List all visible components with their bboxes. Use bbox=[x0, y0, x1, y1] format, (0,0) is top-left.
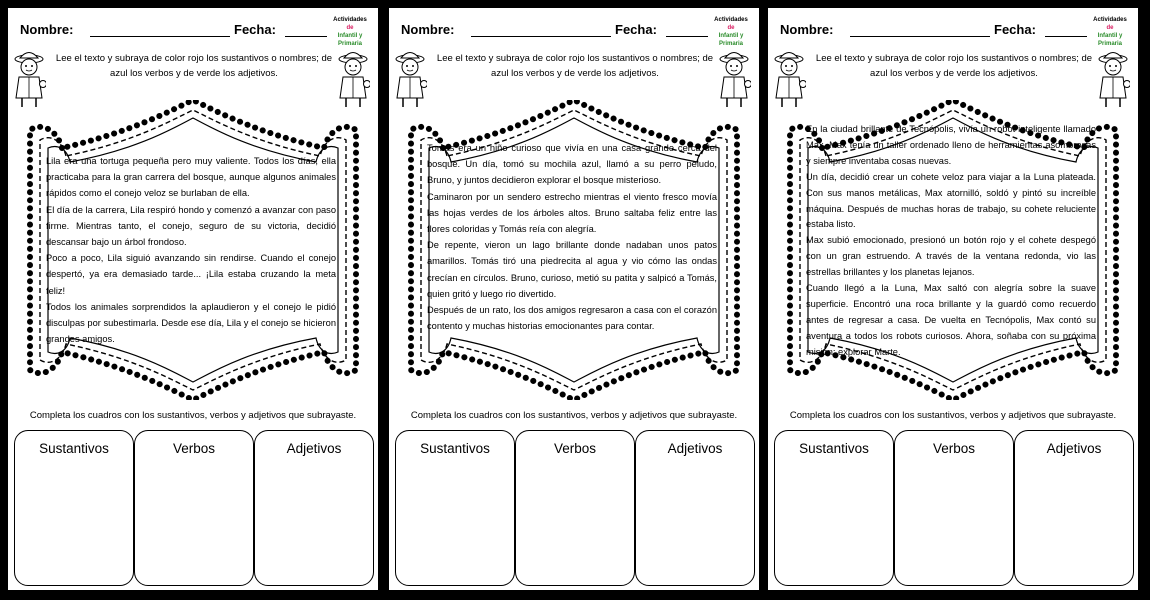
instructions: Lee el texto y subraya de color rojo los sustantivos o nombres; de azul los verbos y de verde los adjetivos. bbox=[55, 53, 333, 79]
story-text bbox=[806, 122, 1096, 361]
nombre-line[interactable] bbox=[850, 36, 990, 37]
adjetivos-box[interactable] bbox=[635, 430, 755, 586]
story-paragraph: Tomás era un niño curioso que vivía en una casa grande cerca del bosque. Un día, tomó su mochila azul, llamó a su perro peludo, Bruno, y juntos decidieron explorar el bosque misterioso. bbox=[427, 143, 717, 186]
adjetivos-title: Adjetivos bbox=[286, 441, 342, 456]
adjetivos-title: Adjetivos bbox=[667, 441, 723, 456]
verbos-title: Verbos bbox=[172, 441, 216, 456]
story-paragraph: En la ciudad brillante de Tecnópolis, vivía un robot inteligente llamado Max. Max tenía un taller ordenado lleno de herramientas asombrosas y siempre inventaba cosas nuevas. bbox=[806, 124, 1096, 166]
nombre-label: Nombre: bbox=[20, 22, 74, 37]
story-paragraph: Después de un rato, los dos amigos regresaron a casa con el corazón contento y muchas historias emocionantes para contar. bbox=[427, 305, 717, 332]
complete-instructions: Completa los cuadros con los sustantivos, verbos y adjetivos que subrayaste. bbox=[29, 410, 357, 421]
header bbox=[780, 22, 1036, 37]
story-paragraph: Cuando llegó a la Luna, Max saltó con alegría sobre la suave superficie. Encontró una roca brillante y la guardó como recuerdo antes de regresar a casa. De vuelta en Tecnópolis, Max contó su aventura a todos los robots curiosos. Ahora, soñaba con su próxima misión: explorar Marte. bbox=[806, 283, 1096, 357]
sustantivos-box[interactable] bbox=[395, 430, 515, 586]
instructions: Lee el texto y subraya de color rojo los sustantivos o nombres; de azul los verbos y de verde los adjetivos. bbox=[815, 53, 1093, 79]
story-paragraph: Caminaron por un sendero estrecho mientras el viento fresco movía las hojas verdes de los árboles altos. Bruno saltaba feliz entre las flores coloridas y Tomás reía con alegría. bbox=[427, 191, 717, 235]
story-paragraph: Todos los animales sorprendidos la aplaudieron y el conejo le pidió disculpas por subestimarla. Desde ese día, Lila y el conejo se hicieron grandes amigos. bbox=[46, 301, 336, 345]
verbos-title: Verbos bbox=[932, 441, 976, 456]
header bbox=[20, 22, 276, 37]
logo: Actividades de Infantil y Primaria bbox=[714, 17, 748, 47]
nombre-label: Nombre: bbox=[780, 22, 834, 37]
nombre-label: Nombre: bbox=[401, 22, 455, 37]
nombre-line[interactable] bbox=[471, 36, 611, 37]
story-paragraph: Un día, decidió crear un cohete veloz para viajar a la Luna plateada. Con sus manos metálicas, Max atornilló, soldó y pintó su increíble máquina. Después de muchas horas de trabajo, su cohete reluciente estaba listo. bbox=[806, 171, 1096, 230]
adjetivos-box[interactable] bbox=[1014, 430, 1134, 586]
logo: Actividades de Infantil y Primaria bbox=[333, 17, 367, 47]
verbos-box[interactable] bbox=[515, 430, 635, 586]
verbos-box[interactable] bbox=[894, 430, 1014, 586]
complete-instructions: Completa los cuadros con los sustantivos, verbos y adjetivos que subrayaste. bbox=[410, 410, 738, 421]
story-paragraph: Max subió emocionado, presionó un botón rojo y el cohete despegó con un gran estruendo. A través de la ventana redonda, vio las estrellas brillantes y los planetas lejanos. bbox=[806, 235, 1096, 278]
worksheet-2 bbox=[389, 8, 759, 590]
verbos-title: Verbos bbox=[553, 441, 597, 456]
story-paragraph: El día de la carrera, Lila respiró hondo y comenzó a avanzar con paso firme. Mientras tanto, el conejo, seguro de su victoria, decidió descansar bajo un árbol frondoso. bbox=[46, 204, 336, 248]
header bbox=[401, 22, 657, 37]
worksheet-3 bbox=[768, 8, 1138, 590]
story-paragraph: Poco a poco, Lila siguió avanzando sin rendirse. Cuando el conejo despertó, ya era demasiado tarde... ¡Lila estaba cruzando la meta feliz! bbox=[46, 253, 336, 296]
adjetivos-title: Adjetivos bbox=[1046, 441, 1102, 456]
logo: Actividades de Infantil y Primaria bbox=[1093, 17, 1127, 47]
fecha-label: Fecha: bbox=[994, 22, 1036, 37]
instructions: Lee el texto y subraya de color rojo los sustantivos o nombres; de azul los verbos y de verde los adjetivos. bbox=[436, 53, 714, 79]
story-text bbox=[427, 140, 717, 334]
sustantivos-title: Sustantivos bbox=[420, 441, 490, 456]
fecha-label: Fecha: bbox=[615, 22, 657, 37]
fecha-line[interactable] bbox=[1045, 36, 1087, 37]
sustantivos-title: Sustantivos bbox=[799, 441, 869, 456]
complete-instructions: Completa los cuadros con los sustantivos, verbos y adjetivos que subrayaste. bbox=[789, 410, 1117, 421]
fecha-label: Fecha: bbox=[234, 22, 276, 37]
sustantivos-box[interactable] bbox=[774, 430, 894, 586]
sustantivos-title: Sustantivos bbox=[39, 441, 109, 456]
story-paragraph: De repente, vieron un lago brillante donde nadaban unos patos amarillos. Tomás tiró una piedrecita al agua y vio cómo las ondas crecían en círculos. Bruno, curioso, metió su patita y salpicó a Tomás, quien gritó y luego rio divertido. bbox=[427, 240, 717, 299]
fecha-line[interactable] bbox=[285, 36, 327, 37]
nombre-line[interactable] bbox=[90, 36, 230, 37]
verbos-box[interactable] bbox=[134, 430, 254, 586]
adjetivos-box[interactable] bbox=[254, 430, 374, 586]
sustantivos-box[interactable] bbox=[14, 430, 134, 586]
worksheet-1 bbox=[8, 8, 378, 590]
story-paragraph: Lila era una tortuga pequeña pero muy valiente. Todos los días, ella practicaba para la gran carrera del bosque, aunque algunos animales rápidos como el conejo veloz se burlaban de ella. bbox=[46, 156, 336, 199]
story-text bbox=[46, 153, 336, 347]
fecha-line[interactable] bbox=[666, 36, 708, 37]
